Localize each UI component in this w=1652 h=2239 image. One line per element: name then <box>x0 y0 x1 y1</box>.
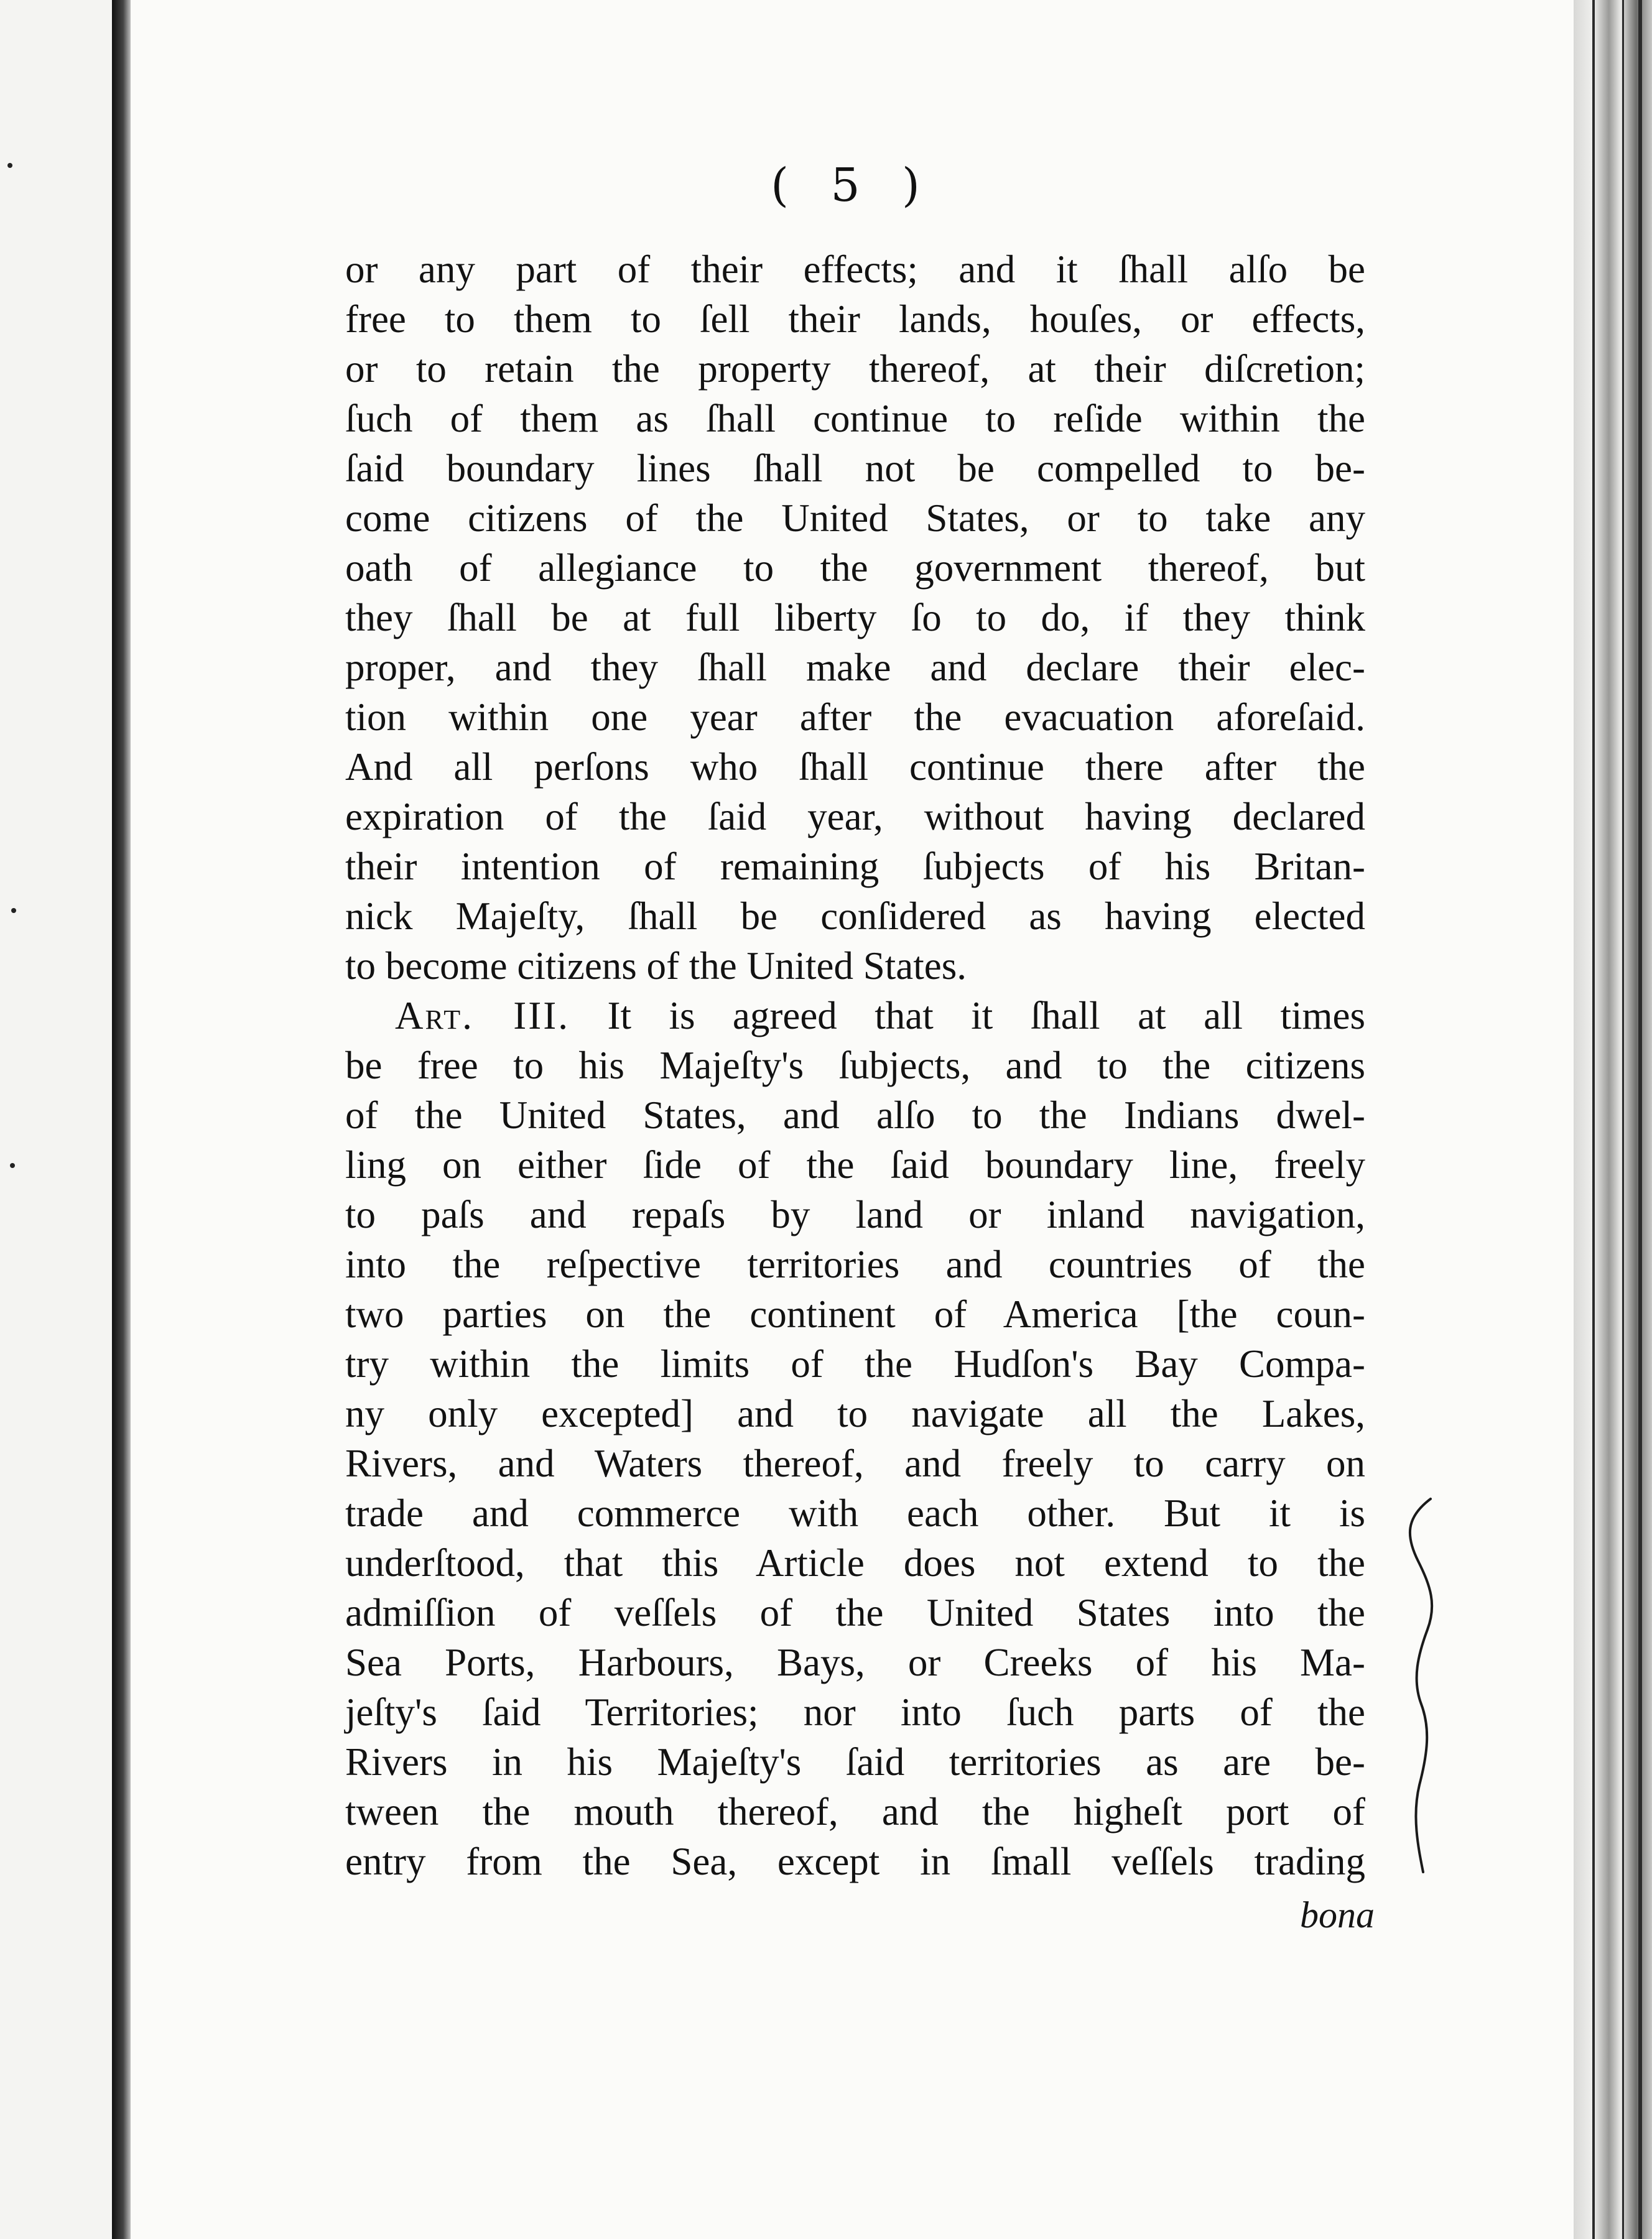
text-line: admiſſion of veſſels of the United States into the <box>345 1591 1365 1634</box>
text-line: try within the limits of the Hudſon's Bay Compa- <box>345 1342 1365 1386</box>
text-line: free to them to ſell their lands, houſes, or effects, <box>345 297 1365 341</box>
page-number: ( 5 ) <box>771 159 934 212</box>
text-line: come citizens of the United States, or to take any <box>345 496 1365 540</box>
text-line: Rivers in his Majeſty's ſaid territories as are be- <box>345 1740 1365 1784</box>
text-line: entry from the Sea, except in ſmall veſſels trading <box>345 1840 1365 1883</box>
text-line: Rivers, and Waters thereof, and freely to carry on <box>345 1442 1365 1485</box>
text-line: proper, and they ſhall make and declare their elec- <box>345 646 1365 689</box>
text-line: ſuch of them as ſhall continue to reſide within the <box>345 397 1365 440</box>
text-line: or any part of their effects; and it ſhall alſo be <box>345 248 1365 291</box>
text-line: be free to his Majeſty's ſubjects, and to the citizens <box>345 1044 1365 1087</box>
text-line: to paſs and repaſs by land or inland navigation, <box>345 1193 1365 1236</box>
facing-page-edge <box>0 0 112 2239</box>
text-line: jeſty's ſaid Territories; nor into ſuch parts of the <box>345 1690 1365 1734</box>
text-line: Sea Ports, Harbours, Bays, or Creeks of his Ma- <box>345 1641 1365 1684</box>
text-line: into the reſpective territories and countries of the <box>345 1243 1365 1286</box>
ink-speck <box>7 163 12 168</box>
text-line: or to retain the property thereof, at their diſcretion; <box>345 347 1365 391</box>
text-line: they ſhall be at full liberty ſo to do, if they think <box>345 596 1365 639</box>
margin-brace-mark <box>1393 1493 1449 1878</box>
article-first-line: It is agreed that it ſhall at all times <box>607 994 1366 1037</box>
ink-speck <box>11 908 16 913</box>
article-heading-line <box>345 991 1365 1041</box>
text-line: two parties on the continent of America [the coun- <box>345 1292 1365 1336</box>
text-line: tween the mouth thereof, and the higheſt port of <box>345 1790 1365 1833</box>
edge-shadow-line <box>1592 0 1595 2239</box>
page-body-text <box>345 244 1365 1886</box>
text-line: tion within one year after the evacuation aforeſaid. <box>345 695 1365 739</box>
article-label: Art. III. <box>395 994 570 1037</box>
text-line: of the United States, and alſo to the Indians dwel- <box>345 1093 1365 1137</box>
text-line: And all perſons who ſhall continue there after the <box>345 745 1365 789</box>
book-gutter <box>112 0 131 2239</box>
text-line: their intention of remaining ſubjects of his Britan- <box>345 845 1365 888</box>
edge-shadow-line <box>1622 0 1624 2239</box>
text-line: to become citizens of the United States. <box>345 944 967 988</box>
ink-speck <box>10 1163 15 1168</box>
page-edge-deckle <box>1574 0 1652 2239</box>
text-line: ling on either ſide of the ſaid boundary line, freely <box>345 1143 1365 1187</box>
text-line: nick Majeſty, ſhall be conſidered as having elected <box>345 894 1365 938</box>
text-line: expiration of the ſaid year, without having declared <box>345 795 1365 838</box>
text-line: ſaid boundary lines ſhall not be compelled to be- <box>345 447 1365 490</box>
edge-shadow-line <box>1638 0 1642 2239</box>
catchword: bona <box>1300 1894 1375 1935</box>
text-line: underſtood, that this Article does not extend to the <box>345 1541 1365 1585</box>
text-line: trade and commerce with each other. But it is <box>345 1491 1365 1535</box>
text-line: ny only excepted] and to navigate all the Lakes, <box>345 1392 1365 1435</box>
text-line: oath of allegiance to the government thereof, but <box>345 546 1365 590</box>
